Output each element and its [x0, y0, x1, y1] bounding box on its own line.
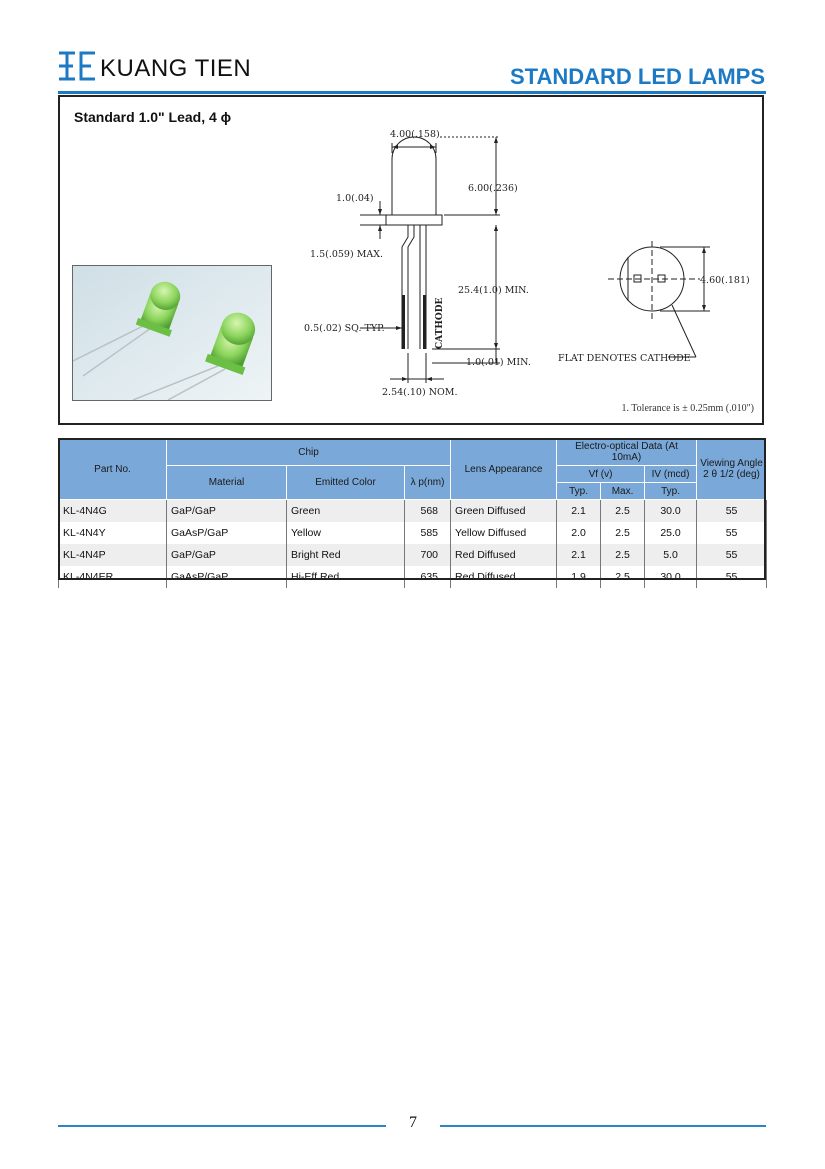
cell-color: Hi-Eff Red — [287, 566, 405, 588]
col-iv-typ: Typ. — [645, 483, 697, 500]
cell-vf-max: 2.5 — [601, 566, 645, 588]
cell-color: Bright Red — [287, 544, 405, 566]
table-row — [59, 500, 767, 523]
dim-lead-square: 0.5(.02) SQ. TYP. — [304, 323, 385, 334]
dim-lead-spacing: 2.54(.10) NOM. — [382, 387, 458, 398]
table-row — [59, 522, 767, 544]
col-vf-max: Max. — [601, 483, 645, 500]
cell-color: Yellow — [287, 522, 405, 544]
cell-part: KL-4N4P — [59, 544, 167, 566]
cell-material: GaAsP/GaP — [167, 566, 287, 588]
cell-vf-typ: 2.0 — [557, 522, 601, 544]
cell-part: KL-4N4G — [59, 500, 167, 523]
cell-lens: Yellow Diffused — [451, 522, 557, 544]
cell-vf-typ: 1.9 — [557, 566, 601, 588]
cathode-label: CATHODE — [435, 297, 445, 349]
page-number: 7 — [409, 1114, 417, 1131]
cell-lens: Green Diffused — [451, 500, 557, 523]
brand-name: KUANG TIEN — [100, 55, 252, 82]
dim-flange-max: 1.5(.059) MAX. — [310, 249, 384, 260]
cell-material: GaP/GaP — [167, 544, 287, 566]
col-chip: Chip — [167, 439, 451, 466]
cell-iv: 5.0 — [645, 544, 697, 566]
cell-color: Green — [287, 500, 405, 523]
led-dimension-drawing — [60, 97, 762, 423]
cell-vf-max: 2.5 — [601, 500, 645, 523]
cell-material: GaP/GaP — [167, 500, 287, 523]
cell-angle: 55 — [697, 566, 767, 588]
cell-angle: 55 — [697, 500, 767, 523]
cell-iv: 30.0 — [645, 566, 697, 588]
table-row — [59, 566, 767, 588]
table-row — [59, 544, 767, 566]
cell-vf-typ: 2.1 — [557, 500, 601, 523]
flat-cathode-note: FLAT DENOTES CATHODE — [558, 353, 691, 364]
dim-lead-end: 1.0(.01) MIN. — [466, 357, 531, 368]
cell-iv: 25.0 — [645, 522, 697, 544]
col-viewing-angle: Viewing Angle 2 θ 1/2 (deg) — [697, 439, 767, 500]
col-part-no: Part No. — [59, 439, 167, 500]
tolerance-note: 1. Tolerance is ± 0.25mm (.010") — [621, 403, 754, 414]
cell-lens: Red Diffused — [451, 566, 557, 588]
dim-flange: 1.0(.04) — [336, 193, 374, 204]
cell-part: KL-4N4Y — [59, 522, 167, 544]
cell-part: KL-4N4ER — [59, 566, 167, 588]
col-vf-typ: Typ. — [557, 483, 601, 500]
cell-material: GaAsP/GaP — [167, 522, 287, 544]
page-title: STANDARD LED LAMPS — [509, 64, 765, 89]
cell-vf-max: 2.5 — [601, 522, 645, 544]
col-lens: Lens Appearance — [451, 439, 557, 500]
cell-vf-max: 2.5 — [601, 544, 645, 566]
cell-lambda: 635 — [405, 566, 451, 588]
lead-bands — [402, 295, 426, 349]
col-material: Material — [167, 466, 287, 500]
cell-angle: 55 — [697, 544, 767, 566]
dim-lens-height: 6.00(.236) — [468, 183, 518, 194]
spec-table — [58, 438, 767, 588]
cell-lambda: 568 — [405, 500, 451, 523]
diagram-panel — [58, 95, 764, 425]
col-lambda: λ p(nm) — [405, 466, 451, 500]
cell-iv: 30.0 — [645, 500, 697, 523]
col-iv: IV (mcd) — [645, 466, 697, 483]
cell-lambda: 700 — [405, 544, 451, 566]
cell-lambda: 585 — [405, 522, 451, 544]
cell-lens: Red Diffused — [451, 544, 557, 566]
cell-vf-typ: 2.1 — [557, 544, 601, 566]
col-emitted-color: Emitted Color — [287, 466, 405, 500]
dim-lens-width: 4.00(.158) — [390, 129, 440, 140]
footer-rule-right — [440, 1125, 766, 1127]
dim-lead-length: 25.4(1.0) MIN. — [458, 285, 529, 296]
footer-rule-left — [58, 1125, 386, 1127]
cell-angle: 55 — [697, 522, 767, 544]
dim-diameter: 4.60(.181) — [700, 275, 750, 286]
col-vf: Vf (v) — [557, 466, 645, 483]
col-electro: Electro-optical Data (At 10mA) — [557, 439, 697, 466]
header-rule — [58, 91, 766, 94]
diagram-title: Standard 1.0" Lead, 4 ϕ — [74, 109, 232, 125]
company-logo — [57, 50, 97, 82]
